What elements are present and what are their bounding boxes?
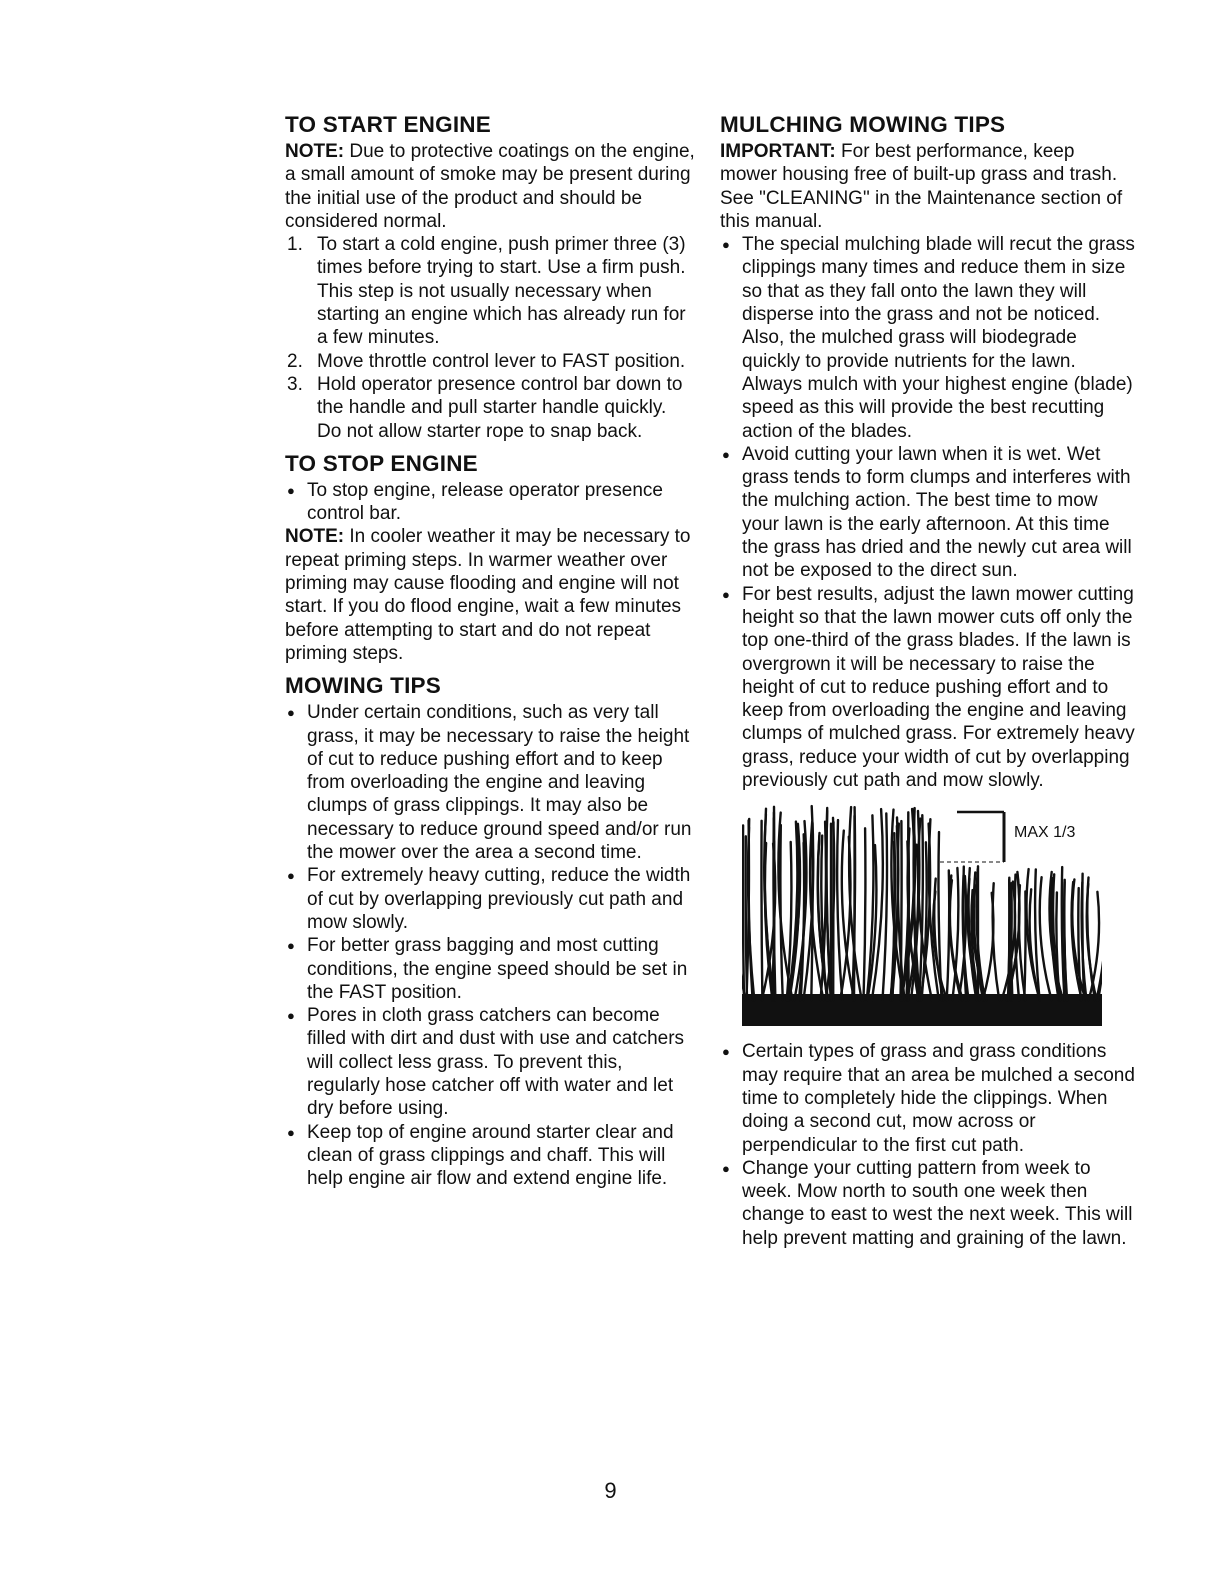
bullet-icon: ●: [287, 938, 295, 954]
important-label: IMPORTANT:: [720, 141, 836, 162]
grass-blade: [901, 821, 902, 1000]
note-text: In cooler weather it may be necessary to repeat priming steps. In warmer weather over priming may cause flooding and engine will not start. If you do flood engine, wait a few minutes before attempting to start and do not repeat priming steps.: [285, 526, 691, 664]
list-item: [285, 864, 695, 934]
bullet-text: For best results, adjust the lawn mower cutting height so that the lawn mower cuts off only the top one-third of the grass blades. If the lawn is overgrown it will be necessary to raise the height of cut to reduce pushing effort and to keep from overloading the engine and leaving clumps of mulched grass. For extremely heavy grass, reduce your width of cut by overlapping previously cut path and mow slowly.: [742, 583, 1135, 792]
list-item: [285, 934, 695, 1004]
grass-blade: [854, 816, 855, 1000]
step-number: 2.: [287, 350, 303, 372]
step-text: To start a cold engine, push primer three (3) times before trying to start. Use a firm push. This step is not usually necessary when starting an engine which has already run for a few minutes.: [317, 234, 686, 349]
note-paragraph: [285, 140, 695, 233]
start-steps-list: [285, 233, 695, 443]
note-label: NOTE:: [285, 141, 345, 162]
max-cut-label: MAX 1/3: [1014, 824, 1076, 842]
stop-engine-heading: TO STOP ENGINE: [285, 450, 478, 476]
note-text: Due to protective coatings on the engine, a small amount of smoke may be present during the initial use of the product and should be considered normal.: [285, 141, 695, 232]
list-item: [285, 1121, 695, 1191]
step-number: 3.: [287, 373, 303, 395]
bullet-text: Pores in cloth grass catchers can become filled with dirt and dust with use and catchers will collect less grass. To prevent this, regularly hose catcher off with water and let dry before using.: [307, 1005, 685, 1120]
grass-blade: [1009, 880, 1010, 1000]
note-label: NOTE:: [285, 526, 345, 548]
list-item: [285, 373, 695, 443]
start-engine-heading: TO START ENGINE: [285, 112, 491, 137]
list-item: [285, 1004, 695, 1120]
list-item: [285, 701, 695, 864]
bullet-text: Under certain conditions, such as very tall grass, it may be necessary to raise the height of cut to reduce pushing effort and to keep from overloading the engine and leaving clumps of grass clippings. It may also be necessary to reduce ground speed and/or run the mower over the area a second time.: [307, 702, 692, 864]
mowing-tips-heading: MOWING TIPS: [285, 673, 441, 699]
bullet-icon: ●: [722, 586, 730, 602]
grass-cut-height-figure: [742, 804, 1102, 1026]
grass-blade: [780, 825, 782, 1000]
grass-blade: [761, 821, 762, 1000]
list-item: [285, 479, 695, 526]
list-item: [720, 1040, 1135, 1156]
bullet-icon: ●: [722, 446, 730, 462]
page-number: 9: [604, 1478, 617, 1503]
important-paragraph: [720, 140, 1135, 233]
step-text: Hold operator presence control bar down to the handle and pull starter handle quickly. Do not allow starter rope to snap back.: [317, 373, 683, 442]
bullet-text: For extremely heavy cutting, reduce the width of cut by overlapping previously cut path and mow slowly.: [307, 865, 691, 933]
bullet-icon: ●: [287, 1124, 295, 1140]
grass-blade: [1011, 892, 1012, 1000]
grass-blade: [947, 871, 950, 1001]
bullet-icon: ●: [722, 1160, 730, 1176]
grass-blade: [864, 829, 866, 1001]
list-item: [720, 233, 1135, 443]
bullet-icon: ●: [287, 1008, 295, 1024]
bullet-icon: ●: [722, 237, 730, 253]
right-column: [720, 110, 1135, 1250]
bullet-icon: ●: [287, 482, 295, 498]
list-item: [285, 350, 695, 373]
grass-blade: [1024, 892, 1025, 1001]
mulching-tips-heading: MULCHING MOWING TIPS: [720, 112, 1006, 137]
step-text: Move throttle control lever to FAST position.: [317, 350, 686, 372]
grass-blade: [748, 828, 754, 1001]
list-item: [720, 1157, 1135, 1250]
list-item: [720, 583, 1135, 793]
step-number: 1.: [287, 234, 303, 256]
bullet-text: To stop engine, release operator presence control bar.: [307, 479, 663, 525]
bullet-text: Certain types of grass and grass conditions may require that an area be mulched a second time to completely hide the clippings. When doing a second cut, mow across or perpendicular to the first cut path.: [742, 1041, 1135, 1156]
bullet-text: For better grass bagging and most cutting conditions, the engine speed should be set in the FAST position.: [307, 935, 688, 1003]
note-paragraph: [285, 525, 695, 665]
important-text: For best performance, keep mower housing free of built-up grass and trash. See "CLEANING" in the Maintenance section of this manual.: [720, 141, 1123, 232]
grass-blade: [743, 826, 744, 1001]
list-item: [720, 443, 1135, 583]
grass-blade: [746, 837, 747, 1001]
left-column: [285, 110, 695, 1190]
bullet-text: The special mulching blade will recut the grass clippings many times and reduce them in size so that as they fall onto the lawn they will disperse into the grass and not be noticed. Also, the mulched grass will biodegrade quickly to provide nutrients for the lawn. Always mulch with your highest engine (blade) speed as this will provide the best recutting action of the blades.: [742, 234, 1135, 442]
list-item: [285, 233, 695, 349]
bullet-icon: ●: [287, 868, 295, 884]
bullet-icon: ●: [722, 1044, 730, 1060]
bullet-icon: ●: [287, 705, 295, 721]
bullet-text: Avoid cutting your lawn when it is wet. Wet grass tends to form clumps and interferes with the mulching action. The best time to mow your lawn is the early afternoon. At this time the grass has dried and the newly cut area will not be exposed to the direct sun.: [742, 443, 1132, 582]
bullet-text: Keep top of engine around starter clear and clean of grass clippings and chaff. This will help engine air flow and extend engine life.: [307, 1121, 674, 1190]
bullet-text: Change your cutting pattern from week to week. Mow north to south one week then change to east to west the next week. This will help prevent matting and graining of the lawn.: [742, 1157, 1133, 1249]
